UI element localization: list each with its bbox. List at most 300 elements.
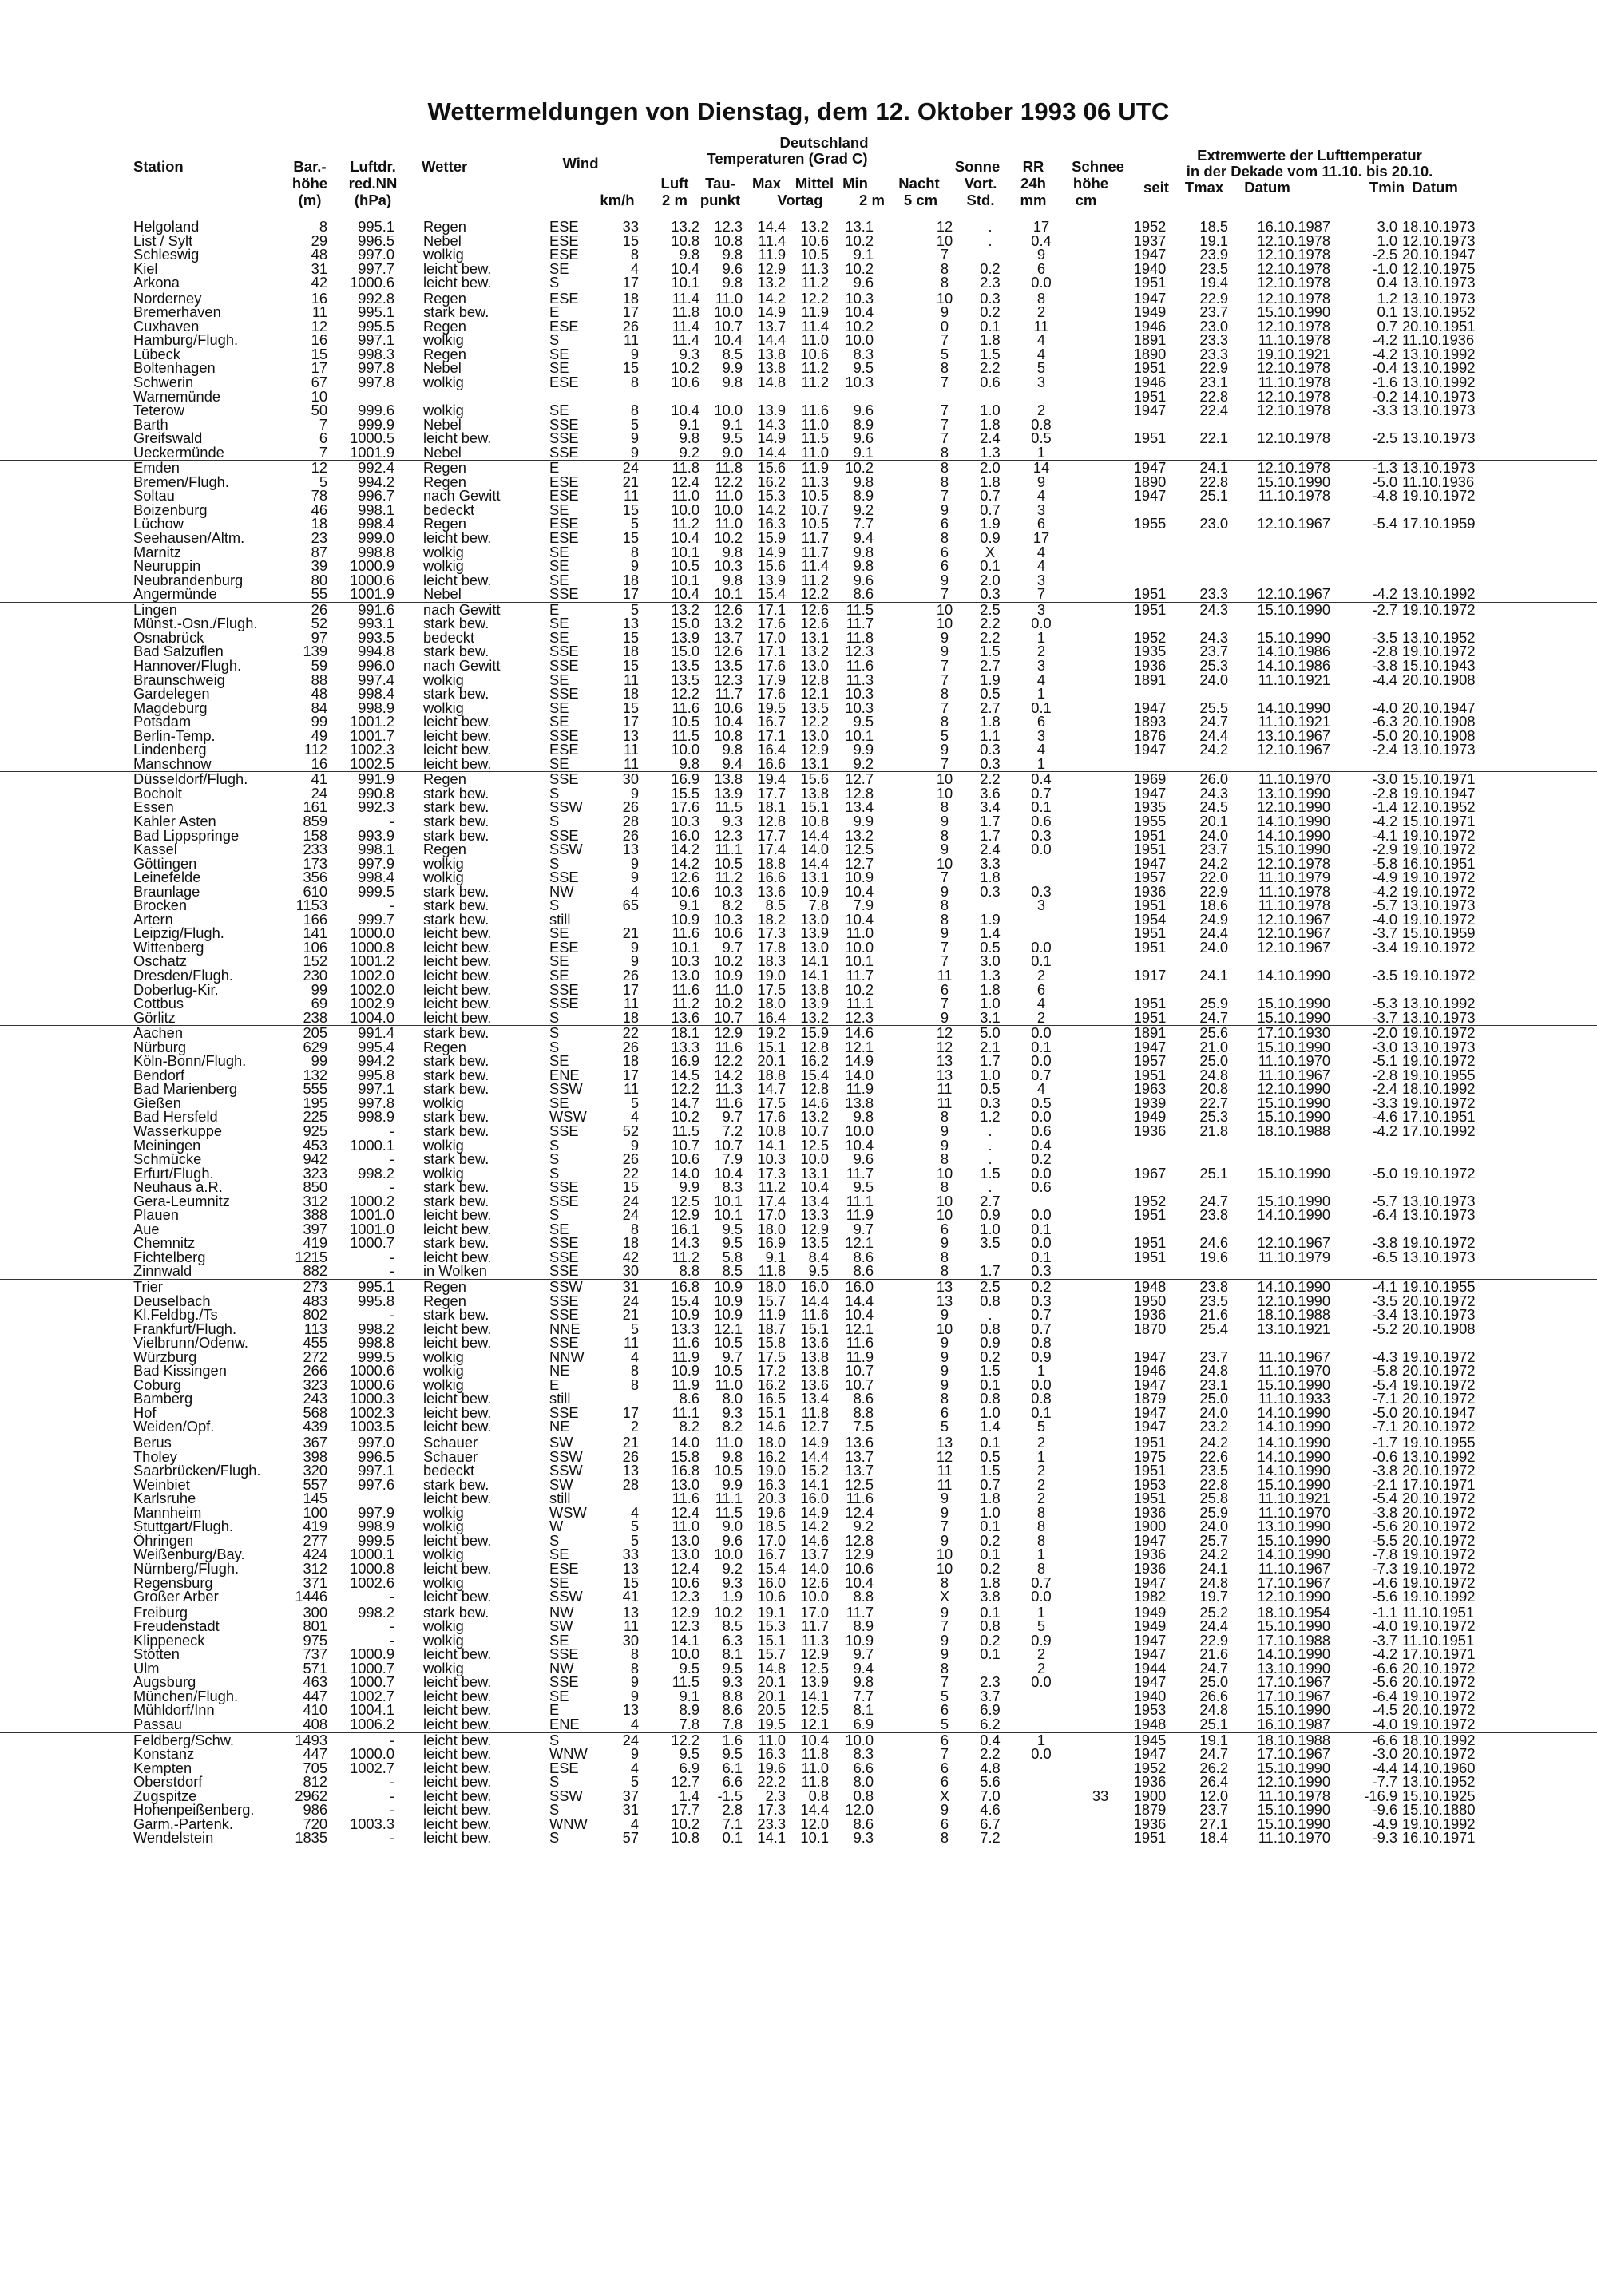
extreme-tmin: -3.7 (1372, 924, 1397, 942)
air-pressure: - (389, 1787, 394, 1804)
extreme-tmin: -4.1 (1372, 1278, 1397, 1296)
wind-speed: 41 (622, 1588, 639, 1605)
sunshine-hours: 0.2 (980, 1559, 1001, 1577)
extreme-tmax: 22.8 (1199, 1475, 1228, 1493)
wind-direction: SE (549, 501, 569, 518)
table-row (0, 786, 1597, 801)
station-name: Bendorf (133, 1066, 185, 1083)
prev-day-max: 17.5 (757, 980, 786, 998)
record-since: 1936 (1133, 1306, 1167, 1324)
min-2m: 12.1 (845, 1234, 874, 1252)
sunshine-hours: 2.2 (980, 359, 1001, 377)
barometer-height: 6 (319, 430, 327, 447)
header-luftdr-1: Luftdr. (350, 158, 396, 175)
wind-speed: 30 (622, 1631, 639, 1649)
prev-day-mean: 13.8 (800, 980, 829, 998)
header-bar-2: höhe (291, 175, 328, 192)
min-2m: 11.9 (846, 1080, 874, 1098)
wind-direction: NNE (549, 1320, 581, 1337)
prev-day-mean: 11.8 (801, 1773, 829, 1791)
weather-condition: wolkig (423, 1574, 464, 1591)
min-2m: 7.7 (853, 1687, 874, 1704)
weather-condition: Schauer (423, 1447, 478, 1465)
extreme-tmin: -4.5 (1372, 1701, 1397, 1719)
extreme-tmax: 24.4 (1199, 924, 1228, 942)
air-temp-2m: 12.2 (671, 1731, 699, 1748)
prev-day-mean: 10.0 (800, 1588, 829, 1605)
min-2m: 14.6 (845, 1024, 874, 1042)
sunshine-hours: 1.9 (980, 515, 1001, 532)
weather-condition: wolkig (423, 854, 464, 872)
night-min-5cm: 9 (940, 1531, 949, 1549)
air-temp-2m: 12.9 (671, 1603, 699, 1621)
record-since: 1936 (1133, 1773, 1167, 1791)
prev-day-mean: 11.8 (801, 1745, 829, 1763)
extreme-tmin-date: 19.10.1972 (1402, 1715, 1476, 1732)
barometer-height: 312 (303, 1559, 327, 1577)
extreme-tmin-date: 13.10.1952 (1402, 1773, 1476, 1791)
prev-day-max: 17.6 (757, 656, 786, 674)
precipitation-24h: 3 (1036, 501, 1046, 518)
extreme-tmax-date: 14.10.1990 (1257, 1278, 1330, 1296)
prev-day-max: 13.9 (757, 571, 786, 588)
extreme-tmax: 22.9 (1199, 882, 1228, 900)
station-name: Berlin-Temp. (133, 726, 216, 744)
precipitation-24h: 0.0 (1031, 274, 1052, 291)
precipitation-24h: 9 (1036, 246, 1046, 263)
extreme-tmin-date: 13.10.1973 (1402, 897, 1476, 914)
extreme-tmax-date: 12.10.1990 (1257, 1080, 1330, 1098)
barometer-height: 410 (303, 1701, 327, 1719)
wind-direction: SSE (549, 826, 579, 844)
precipitation-24h: 0.0 (1031, 1588, 1052, 1605)
barometer-height: 367 (303, 1434, 327, 1451)
record-since: 1969 (1133, 770, 1167, 788)
prev-day-mean: 13.0 (800, 910, 829, 928)
air-temp-2m: 17.7 (671, 1801, 699, 1819)
sunshine-hours: 2.5 (980, 600, 1001, 618)
station-name: Greifswald (133, 430, 203, 447)
air-pressure: 993.9 (358, 826, 394, 844)
dew-point: 9.8 (722, 246, 743, 263)
wind-direction: SSE (549, 869, 579, 886)
station-name: Bad Lippspringe (133, 826, 240, 844)
station-name: Neuhaus a.R. (133, 1178, 223, 1196)
extreme-tmax-date: 12.10.1967 (1257, 910, 1330, 928)
extreme-tmax-date: 14.10.1990 (1257, 1447, 1330, 1465)
extreme-tmax-date: 14.10.1990 (1257, 1645, 1330, 1663)
table-row (0, 319, 1597, 334)
weather-condition: stark bew. (423, 784, 489, 802)
dew-point: 13.8 (714, 770, 743, 788)
record-since: 1936 (1133, 1559, 1167, 1577)
extreme-tmin: -5.4 (1372, 1376, 1397, 1393)
table-row (0, 1082, 1597, 1096)
weather-condition: Regen (423, 289, 466, 307)
night-min-5cm: 9 (940, 1008, 949, 1026)
prev-day-mean: 10.6 (800, 232, 829, 249)
night-min-5cm: 8 (940, 473, 949, 490)
extreme-tmax-date: 12.10.1967 (1257, 741, 1330, 758)
table-row (0, 1559, 1597, 1577)
station-name: Leinefelde (133, 869, 201, 886)
table-row (0, 375, 1597, 390)
extreme-tmin-date: 13.10.1992 (1402, 995, 1476, 1012)
air-pressure: 996.0 (358, 656, 394, 674)
prev-day-max: 17.6 (757, 1108, 786, 1126)
record-since: 1949 (1133, 1603, 1167, 1621)
air-temp-2m: 16.8 (671, 1278, 699, 1296)
prev-day-max: 15.6 (757, 459, 786, 477)
barometer-height: 8 (319, 218, 327, 235)
wind-speed: 8 (630, 402, 639, 419)
wind-direction: NW (549, 882, 574, 900)
air-temp-2m: 14.2 (671, 841, 699, 858)
weather-condition: stark bew. (423, 1234, 489, 1252)
dew-point: 11.7 (715, 685, 743, 703)
station-name: Lübeck (133, 345, 180, 362)
extreme-tmax-date: 14.10.1990 (1257, 1434, 1330, 1451)
prev-day-mean: 9.5 (808, 1262, 829, 1280)
extreme-tmax-date: 15.10.1990 (1257, 1531, 1330, 1549)
night-min-5cm: 8 (940, 259, 949, 277)
table-row (0, 305, 1597, 319)
extreme-tmin-date: 19.10.1972 (1402, 1348, 1476, 1365)
weather-condition: wolkig (423, 331, 464, 349)
dew-point: 10.1 (714, 1206, 743, 1224)
prev-day-mean: 0.8 (808, 1787, 829, 1804)
extreme-tmin: -3.8 (1372, 1503, 1397, 1521)
air-temp-2m: 11.0 (672, 487, 699, 505)
wind-speed: 24 (622, 1206, 639, 1224)
prev-day-mean: 12.1 (800, 1715, 829, 1732)
station-group (0, 771, 1597, 1024)
extreme-tmin-date: 13.10.1973 (1402, 741, 1476, 758)
wind-direction: SSE (549, 685, 579, 703)
weather-condition: wolkig (423, 1503, 464, 1521)
night-min-5cm: 6 (940, 1759, 949, 1776)
record-since: 1952 (1133, 218, 1167, 235)
weather-condition: leicht bew. (423, 430, 492, 447)
barometer-height: 29 (311, 232, 327, 249)
prev-day-mean: 13.1 (800, 869, 829, 886)
extreme-tmax: 23.3 (1199, 331, 1228, 349)
station-name: Lingen (133, 600, 177, 618)
min-2m: 12.7 (845, 854, 874, 872)
wind-direction: E (549, 1376, 560, 1393)
precipitation-24h: 17 (1032, 218, 1050, 235)
extreme-tmin: -2.0 (1372, 1024, 1397, 1042)
station-name: Norderney (133, 289, 202, 307)
barometer-height: 12 (311, 317, 327, 335)
air-pressure: - (389, 1306, 394, 1324)
wind-speed: 9 (630, 557, 639, 575)
extreme-tmax-date: 12.10.1967 (1257, 924, 1330, 942)
prev-day-max: 14.9 (757, 430, 786, 447)
air-pressure: 997.6 (358, 1475, 394, 1493)
dew-point: 9.3 (722, 812, 743, 829)
extreme-tmin-date: 13.10.1992 (1402, 374, 1476, 391)
wind-direction: SSW (549, 1080, 583, 1098)
sunshine-hours: 0.1 (980, 1645, 1001, 1663)
extreme-tmax-date: 12.10.1990 (1257, 1292, 1330, 1309)
station-name: Schwerin (133, 374, 194, 391)
extreme-tmax: 24.8 (1199, 1362, 1228, 1380)
wind-direction: S (549, 331, 560, 349)
air-pressure: 990.8 (358, 784, 394, 802)
precipitation-24h: 1 (1036, 685, 1046, 703)
air-temp-2m: 10.0 (671, 741, 699, 758)
wind-direction: S (549, 1024, 560, 1042)
weather-condition: stark bew. (423, 1306, 489, 1324)
extreme-tmax-date: 13.10.1990 (1257, 784, 1330, 802)
night-min-5cm: 8 (940, 1829, 949, 1847)
table-row (0, 628, 1597, 646)
dew-point: 1.6 (722, 1731, 743, 1748)
table-row (0, 1236, 1597, 1250)
station-name: Wasserkuppe (133, 1122, 223, 1139)
prev-day-mean: 14.4 (800, 1292, 829, 1309)
air-temp-2m: 10.3 (671, 952, 699, 970)
wind-direction: S (549, 1531, 560, 1549)
weather-condition: stark bew. (423, 812, 489, 829)
night-min-5cm: 6 (940, 1220, 949, 1237)
prev-day-mean: 12.9 (800, 741, 829, 758)
air-temp-2m: 12.6 (671, 869, 699, 886)
weather-condition: leicht bew. (423, 1801, 492, 1819)
air-pressure: 995.8 (358, 1292, 394, 1309)
night-min-5cm: 10 (936, 1546, 953, 1563)
extreme-tmin-date: 13.10.1973 (1402, 1008, 1476, 1026)
extreme-tmin-date: 18.10.1992 (1402, 1080, 1476, 1098)
extreme-tmin: -5.6 (1372, 1588, 1397, 1605)
night-min-5cm: 8 (940, 1574, 949, 1591)
min-2m: 10.0 (845, 1731, 874, 1748)
extreme-tmax-date: 14.10.1986 (1257, 643, 1330, 660)
min-2m: 8.1 (853, 1701, 874, 1719)
air-pressure: 1002.0 (350, 980, 394, 998)
precipitation-24h: 2 (1036, 1659, 1046, 1676)
prev-day-mean: 13.8 (800, 1348, 829, 1365)
air-pressure: 997.0 (358, 1434, 394, 1451)
prev-day-mean: 11.3 (801, 259, 829, 277)
station-name: Passau (133, 1715, 182, 1732)
wind-speed: 30 (622, 770, 639, 788)
header-rr-2: 24h (1020, 175, 1046, 192)
barometer-height: 850 (303, 1178, 327, 1196)
table-row (0, 954, 1597, 968)
extreme-tmin: 0.4 (1377, 274, 1397, 291)
sunshine-hours: 2.7 (980, 1192, 1001, 1209)
dew-point: 10.0 (714, 402, 743, 419)
table-row (0, 1475, 1597, 1493)
air-temp-2m: 12.5 (671, 1192, 699, 1209)
dew-point: 11.1 (715, 841, 743, 858)
weather-condition: leicht bew. (423, 1673, 492, 1691)
min-2m: 12.4 (845, 1503, 874, 1521)
wind-direction: SSE (549, 770, 579, 788)
station-name: Cuxhaven (133, 317, 200, 335)
station-group (0, 291, 1597, 460)
extreme-tmax-date: 12.10.1967 (1257, 1234, 1330, 1252)
sunshine-hours: . (988, 232, 993, 249)
wind-direction: SE (549, 924, 569, 942)
station-name: Emden (133, 459, 180, 477)
night-min-5cm: 10 (936, 615, 953, 632)
extreme-tmin-date: 19.10.1972 (1402, 1024, 1476, 1042)
wind-speed: 9 (630, 952, 639, 970)
air-temp-2m: 10.1 (671, 274, 699, 291)
min-2m: 9.9 (853, 741, 874, 758)
prev-day-mean: 10.8 (800, 812, 829, 829)
wind-speed: 13 (622, 1559, 639, 1577)
weather-condition: leicht bew. (423, 1759, 492, 1776)
dew-point: 10.3 (714, 557, 743, 575)
extreme-tmin-date: 13.10.1973 (1402, 1206, 1476, 1224)
table-row (0, 1519, 1597, 1534)
dew-point: 10.9 (714, 966, 743, 984)
wind-speed: 13 (622, 841, 639, 858)
extreme-tmax-date: 19.10.1921 (1257, 345, 1330, 362)
extreme-tmax-date: 12.10.1967 (1257, 515, 1330, 532)
air-temp-2m: 11.5 (672, 1673, 699, 1691)
min-2m: 16.0 (845, 1278, 874, 1296)
station-name: Warnemünde (133, 387, 221, 405)
wind-direction: NW (549, 1659, 574, 1676)
prev-day-mean: 13.9 (800, 924, 829, 942)
table-row (0, 431, 1597, 445)
sunshine-hours: 1.5 (980, 1462, 1001, 1479)
sunshine-hours: 2.1 (980, 1038, 1001, 1055)
prev-day-mean: 11.0 (801, 1759, 829, 1776)
record-since: 1957 (1133, 869, 1167, 886)
weather-condition: stark bew. (423, 1122, 489, 1139)
dew-point: 11.5 (715, 798, 743, 816)
min-2m: 7.9 (853, 897, 874, 914)
precipitation-24h: 0.0 (1031, 1024, 1052, 1042)
air-pressure: 997.9 (358, 854, 394, 872)
extreme-tmax: 21.8 (1199, 1122, 1228, 1139)
table-row (0, 275, 1597, 290)
extreme-tmax-date: 14.10.1990 (1257, 826, 1330, 844)
prev-day-max: 16.2 (757, 473, 786, 490)
sunshine-hours: 0.8 (980, 1617, 1001, 1635)
prev-day-max: 15.1 (757, 1631, 786, 1649)
air-pressure: - (389, 1262, 394, 1280)
air-pressure: 997.9 (358, 1503, 394, 1521)
weather-condition: leicht bew. (423, 529, 492, 547)
sunshine-hours: 1.8 (980, 331, 1001, 349)
wind-speed: 5 (630, 1518, 639, 1535)
air-temp-2m: 10.9 (671, 1362, 699, 1380)
air-pressure: 997.1 (358, 331, 394, 349)
station-name: Gießen (133, 1094, 181, 1111)
extreme-tmin-date: 19.10.1947 (1402, 784, 1476, 802)
min-2m: 10.4 (845, 1306, 874, 1324)
prev-day-mean: 10.0 (800, 1150, 829, 1168)
air-pressure: 1000.6 (350, 274, 394, 291)
prev-day-mean: 12.7 (800, 1418, 829, 1435)
extreme-tmin: -3.3 (1372, 402, 1397, 419)
prev-day-mean: 14.2 (800, 1518, 829, 1535)
wind-direction: S (549, 1801, 560, 1819)
air-temp-2m: 15.0 (671, 643, 699, 660)
station-name: Großer Arber (133, 1588, 219, 1605)
barometer-height: 78 (311, 487, 327, 505)
extreme-tmin: -4.2 (1372, 331, 1397, 349)
station-name: Garm.-Partenk. (133, 1815, 233, 1832)
prev-day-max: 11.2 (758, 1178, 786, 1196)
night-min-5cm: 10 (936, 600, 953, 618)
min-2m: 9.2 (853, 501, 874, 518)
extreme-tmax: 24.1 (1199, 966, 1228, 984)
header-tmin: Tmin (1369, 179, 1405, 196)
precipitation-24h: 1 (1036, 443, 1046, 461)
prev-day-max: 14.1 (757, 1136, 786, 1154)
record-since: 1947 (1133, 1418, 1167, 1435)
extreme-tmax: 24.0 (1199, 938, 1228, 956)
extreme-tmax: 24.0 (1199, 1403, 1228, 1421)
air-temp-2m: 14.2 (671, 854, 699, 872)
air-pressure: - (389, 1178, 394, 1196)
dew-point: 9.8 (722, 543, 743, 560)
air-temp-2m: 11.2 (672, 1248, 699, 1265)
prev-day-max: 16.6 (757, 754, 786, 772)
dew-point: 12.1 (714, 1320, 743, 1337)
header-luft-2: 2 m (662, 192, 688, 208)
extreme-tmax: 23.5 (1199, 1292, 1228, 1309)
weather-condition: Regen (423, 345, 466, 362)
prev-day-max: 18.0 (757, 1278, 786, 1296)
prev-day-max: 22.2 (757, 1773, 786, 1791)
sunshine-hours: . (988, 1178, 993, 1196)
wind-direction: ESE (549, 374, 579, 391)
air-temp-2m: 16.1 (671, 1220, 699, 1237)
weather-condition: nach Gewitt (423, 487, 501, 505)
weather-condition: wolkig (423, 402, 464, 419)
extreme-tmax: 21.6 (1199, 1645, 1228, 1663)
station-name: Lindenberg (133, 741, 207, 758)
air-pressure: 997.1 (358, 1080, 394, 1098)
header-max: Max (752, 175, 781, 192)
dew-point: 7.9 (722, 1150, 743, 1168)
barometer-height: 273 (303, 1278, 327, 1296)
air-temp-2m: 10.4 (671, 402, 699, 419)
record-since: 1951 (1133, 600, 1167, 618)
extreme-tmin-date: 19.10.1972 (1402, 1687, 1476, 1704)
prev-day-mean: 15.4 (800, 1066, 829, 1083)
night-min-5cm: 5 (940, 1687, 949, 1704)
night-min-5cm: 9 (940, 1376, 949, 1393)
prev-day-mean: 11.2 (801, 274, 829, 291)
wind-direction: still (549, 1390, 571, 1407)
wind-direction: WSW (549, 1108, 587, 1126)
night-min-5cm: 9 (940, 1334, 949, 1352)
night-min-5cm: 7 (940, 952, 949, 970)
precipitation-24h: 2 (1036, 643, 1046, 660)
wind-speed: 5 (630, 1773, 639, 1791)
barometer-height: 1835 (295, 1829, 327, 1847)
header-datum-min: Datum (1412, 179, 1458, 196)
barometer-height: 419 (303, 1234, 327, 1252)
wind-speed: 8 (630, 1659, 639, 1676)
extreme-tmax-date: 14.10.1990 (1257, 699, 1330, 716)
extreme-tmin: -5.0 (1372, 1164, 1397, 1182)
prev-day-mean: 11.2 (801, 359, 829, 377)
prev-day-max: 19.0 (757, 966, 786, 984)
prev-day-max: 10.3 (757, 1150, 786, 1168)
wind-speed: 17 (622, 274, 639, 291)
